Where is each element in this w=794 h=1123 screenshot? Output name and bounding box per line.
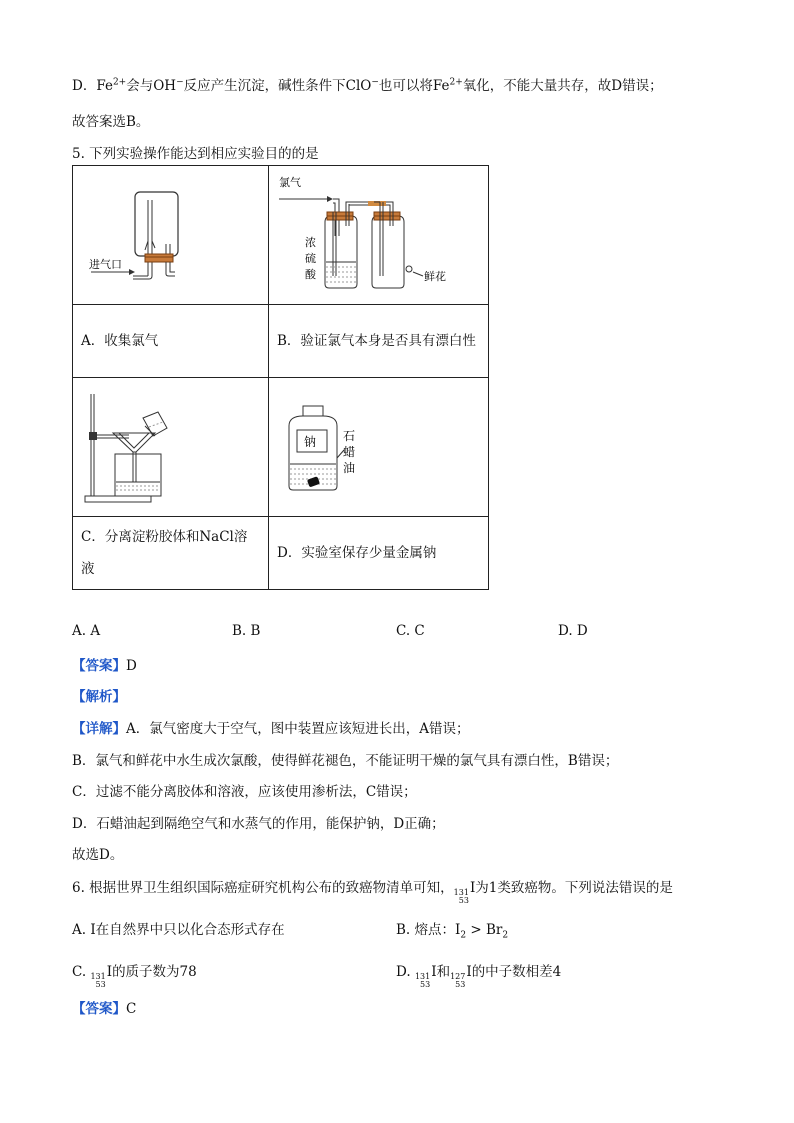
q5-answer: 【答案】D xyxy=(72,658,137,674)
choice-a: A. A xyxy=(72,623,101,639)
q5-explanation-a: 【详解】A．氯气密度大于空气，图中装置应该短进长出，A错误； xyxy=(72,721,470,737)
choice-b: B. B xyxy=(232,623,261,639)
opt-b-cell xyxy=(269,305,489,378)
sodium-storage-figure xyxy=(269,378,488,512)
prev-answer: 故答案选B。 xyxy=(72,114,150,130)
q5-explanation-c: C．过滤不能分离胶体和溶液，应该使用渗析法，C错误； xyxy=(72,784,417,800)
opt-d-text: D．实验室保存少量金属钠 xyxy=(277,545,437,561)
svg-text:硫: 硫 xyxy=(305,253,316,265)
opt-d-cell xyxy=(269,517,489,590)
chlorine-bleach-test-figure xyxy=(269,166,488,300)
opt-c-cell xyxy=(73,517,269,590)
gas-collection-bottle-figure xyxy=(73,166,268,300)
filtration-figure xyxy=(73,378,268,512)
prev-option-d: D．$Fe^{2+}$会与OH−反应产生沉淀，碱性条件下ClO−也可以将$Fe^{2+}$氧化，不能大量共存，故D错误； xyxy=(72,77,663,94)
q6-option-c: C. 131 53 I的质子数为78 xyxy=(72,964,197,989)
q5-analysis-tag: 【解析】 xyxy=(72,689,126,705)
svg-text:酸: 酸 xyxy=(305,269,316,281)
q6-stem: 6. 根据世界卫生组织国际癌症研究机构公布的致癌物清单可知， 131 53 I为1类致癌物。下列说法错误的是 xyxy=(72,880,673,905)
fig-a-cell xyxy=(73,166,269,305)
q5-options-table xyxy=(72,165,489,590)
q5-explanation-b: B．氯气和鲜花中水生成次氯酸，使得鲜花褪色，不能证明干燥的氯气具有漂白性，B错误； xyxy=(72,753,619,769)
fig-d-cell xyxy=(269,378,489,517)
q5-explanation-d: D．石蜡油起到隔绝空气和水蒸气的作用，能保护钠，D正确； xyxy=(72,816,445,832)
opt-a-text: A．收集氯气 xyxy=(81,333,159,349)
choice-c: C. C xyxy=(396,623,425,639)
q5-stem: 5. 下列实验操作能达到相应实验目的的是 xyxy=(72,146,319,162)
fig-c-cell xyxy=(73,378,269,517)
opt-c-text: C．分离淀粉胶体和NaCl溶液 xyxy=(81,529,248,577)
svg-text:浓: 浓 xyxy=(305,237,316,249)
svg-text:蜡: 蜡 xyxy=(343,445,356,459)
svg-text:石: 石 xyxy=(343,429,356,443)
svg-text:油: 油 xyxy=(343,461,356,475)
svg-text:鲜花: 鲜花 xyxy=(424,271,446,283)
flower-icon xyxy=(406,266,412,272)
q6-option-a: A. I在自然界中只以化合态形式存在 xyxy=(72,922,285,938)
svg-text:氯气: 氯气 xyxy=(279,177,301,189)
opt-a-cell xyxy=(73,305,269,378)
fig-a-label: 进气口 xyxy=(89,259,122,271)
fig-b-cell xyxy=(269,166,489,305)
svg-text:钠: 钠 xyxy=(304,435,317,449)
q6-answer: 【答案】C xyxy=(72,1001,137,1017)
choice-d: D. D xyxy=(558,623,588,639)
q5-conclusion: 故选D。 xyxy=(72,847,124,863)
opt-b-text: B．验证氯气本身是否具有漂白性 xyxy=(277,333,476,349)
q6-option-d: D. 131 53 I和 127 53 I的中子数相差4 xyxy=(396,964,562,989)
q6-option-b: B. 熔点：$I_2 > Br_2$ xyxy=(396,922,509,941)
